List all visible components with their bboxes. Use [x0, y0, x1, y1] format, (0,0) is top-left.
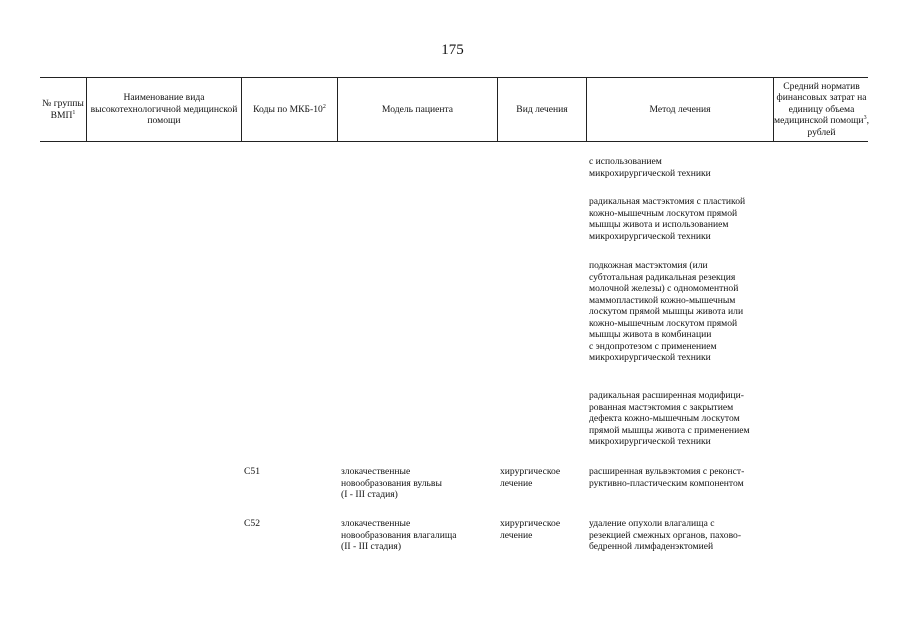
icd-code: C51	[244, 466, 260, 477]
treatment-type: хирургическое лечение	[500, 518, 561, 541]
page-number: 175	[441, 42, 464, 58]
method-text: подкожная мастэктомия (или субтотальная радикальная резекция молочной железы) с одномоментной маммопластикой кожно-мышечным лоскутом прямой мышцы живота или кожно-мышечным лоскутом прямой мышцы живота в комбинации с эндопротезом с применением микрохирургической техники	[589, 260, 744, 363]
treatment-type: хирургическое лечение	[500, 466, 561, 489]
header-icd-codes: Коды по МКБ-$10^2$	[253, 103, 326, 115]
col-divider-1	[86, 77, 87, 141]
header-care-type: Наименование вида высокотехнологичной медицинской помощи	[90, 92, 238, 127]
table-header-bottom-border	[40, 141, 868, 142]
icd-code: C52	[244, 518, 260, 529]
patient-model: злокачественные новообразования вульвы (I - III стадия)	[341, 466, 442, 500]
header-group-number: № группы ВМП$^1$	[42, 98, 84, 121]
method-text: радикальная мастэктомия с пластикой кожно-мышечным лоскутом прямой мышцы живота и использованием микрохирургической техники	[589, 196, 746, 242]
patient-model: злокачественные новообразования влагалища (II - III стадия)	[341, 518, 457, 552]
header-patient-model: Модель пациента	[381, 103, 454, 115]
method-text: радикальная расширенная модифици- рованная мастэктомия с закрытием дефекта кожно-мышечным лоскутом прямой мышцы живота с применением микрохирургической техники	[589, 390, 750, 447]
method-text: удаление опухоли влагалища с резекцией смежных органов, пахово- бедренной лимфаденэктомией	[589, 518, 742, 552]
header-treatment-method: Метод лечения	[649, 103, 711, 115]
header-treatment-type: Вид лечения	[516, 103, 568, 115]
header-cost-standard: Средний норматив финансовых затрат на единицу объема медицинской помощи$^3$, рублей	[774, 80, 869, 138]
method-text: расширенная вульвэктомия с реконст- руктивно-пластическим компонентом	[589, 466, 745, 489]
method-text: с использованием микрохирургической техники	[589, 156, 711, 179]
